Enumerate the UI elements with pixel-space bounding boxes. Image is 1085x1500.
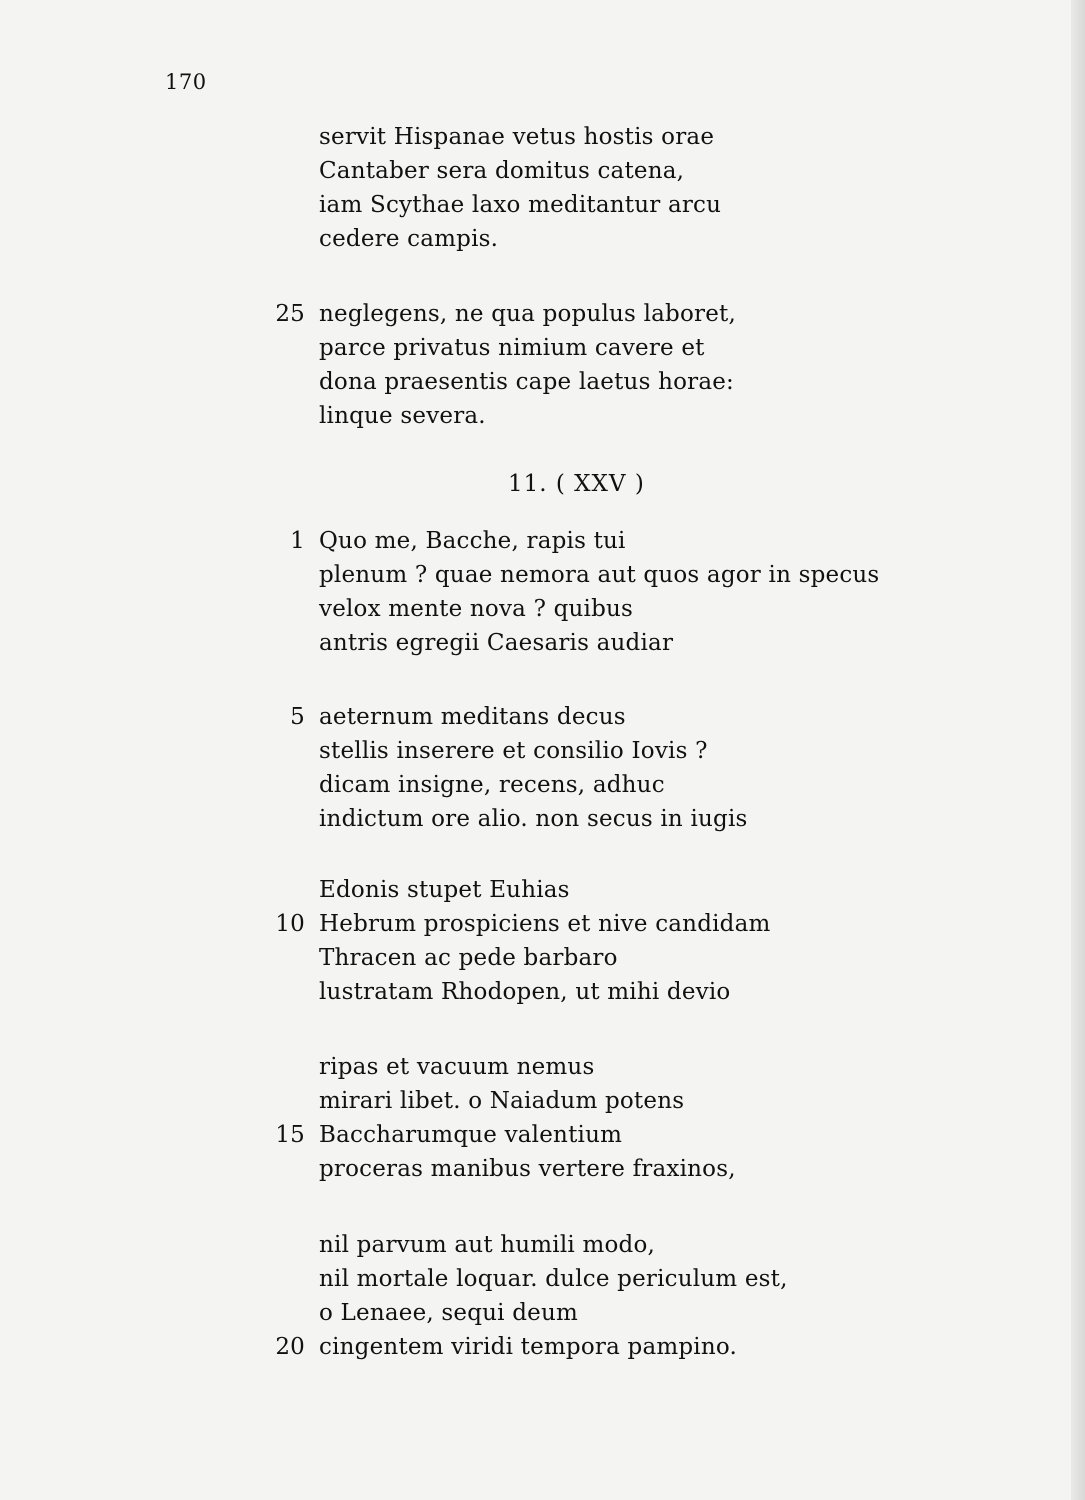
stanza <box>0 297 1070 433</box>
verse-line <box>0 1118 1070 1152</box>
verse-text: aeternum meditans decus <box>319 704 626 730</box>
verse-line <box>0 802 1070 836</box>
verse-line <box>0 399 1070 433</box>
verse-text: Baccharumque valentium <box>319 1122 623 1148</box>
stanza <box>0 1228 1070 1364</box>
stanza <box>0 120 1070 256</box>
verse-text: linque severa. <box>319 403 486 429</box>
verse-line <box>0 524 1070 558</box>
verse-line <box>0 626 1070 660</box>
verse-line <box>0 365 1070 399</box>
verse-line <box>0 188 1070 222</box>
stanza <box>0 700 1070 836</box>
verse-line <box>0 873 1070 907</box>
verse-line <box>0 1330 1070 1364</box>
verse-text: Hebrum prospiciens et nive candidam <box>319 911 771 937</box>
line-number: 5 <box>290 704 305 730</box>
verse-line <box>0 907 1070 941</box>
verse-line <box>0 120 1070 154</box>
verse-text: lustratam Rhodopen, ut mihi devio <box>319 979 731 1005</box>
verse-text: Quo me, Bacche, rapis tui <box>319 528 626 554</box>
verse-line <box>0 941 1070 975</box>
verse-text: dona praesentis cape laetus horae: <box>319 369 735 395</box>
line-number: 1 <box>290 528 305 554</box>
verse-line <box>0 1262 1070 1296</box>
verse-text: nil mortale loquar. dulce periculum est, <box>319 1266 788 1292</box>
line-number: 20 <box>275 1334 305 1360</box>
verse-line <box>0 592 1070 626</box>
verse-line <box>0 1296 1070 1330</box>
verse-text: o Lenaee, sequi deum <box>319 1300 578 1326</box>
verse-line <box>0 768 1070 802</box>
verse-text: nil parvum aut humili modo, <box>319 1232 656 1258</box>
verse-line <box>0 1084 1070 1118</box>
verse-line <box>0 558 1070 592</box>
verse-text: Cantaber sera domitus catena, <box>319 158 685 184</box>
verse-text: antris egregii Caesaris audiar <box>319 630 674 656</box>
page-edge-shadow <box>1071 0 1085 1500</box>
verse-line <box>0 975 1070 1009</box>
verse-text: cingentem viridi tempora pampino. <box>319 1334 738 1360</box>
verse-line <box>0 222 1070 256</box>
verse-line <box>0 331 1070 365</box>
poem-heading: 11. ( XXV ) <box>508 471 645 497</box>
verse-text: parce privatus nimium cavere et <box>319 335 705 361</box>
line-number: 25 <box>275 301 305 327</box>
verse-text: mirari libet. o Naiadum potens <box>319 1088 685 1114</box>
verse-line <box>0 1228 1070 1262</box>
verse-text: Edonis stupet Euhias <box>319 877 570 903</box>
verse-text: cedere campis. <box>319 226 499 252</box>
page-number: 170 <box>165 70 207 94</box>
verse-text: iam Scythae laxo meditantur arcu <box>319 192 722 218</box>
line-number: 15 <box>275 1122 305 1148</box>
stanza <box>0 873 1070 1009</box>
verse-line <box>0 734 1070 768</box>
stanza <box>0 524 1070 660</box>
verse-text: proceras manibus vertere fraxinos, <box>319 1156 736 1182</box>
verse-text: ripas et vacuum nemus <box>319 1054 595 1080</box>
verse-text: dicam insigne, recens, adhuc <box>319 772 665 798</box>
line-number: 10 <box>275 911 305 937</box>
verse-line <box>0 1050 1070 1084</box>
verse-text: stellis inserere et consilio Iovis ? <box>319 738 708 764</box>
verse-text: velox mente nova ? quibus <box>319 596 634 622</box>
verse-text: servit Hispanae vetus hostis orae <box>319 124 715 150</box>
verse-line <box>0 700 1070 734</box>
verse-line <box>0 154 1070 188</box>
verse-line <box>0 1152 1070 1186</box>
stanza <box>0 1050 1070 1186</box>
verse-text: Thracen ac pede barbaro <box>319 945 618 971</box>
verse-text: neglegens, ne qua populus laboret, <box>319 301 736 327</box>
verse-text: indictum ore alio. non secus in iugis <box>319 806 748 832</box>
verse-line <box>0 297 1070 331</box>
verse-text: plenum ? quae nemora aut quos agor in specus <box>319 562 880 588</box>
